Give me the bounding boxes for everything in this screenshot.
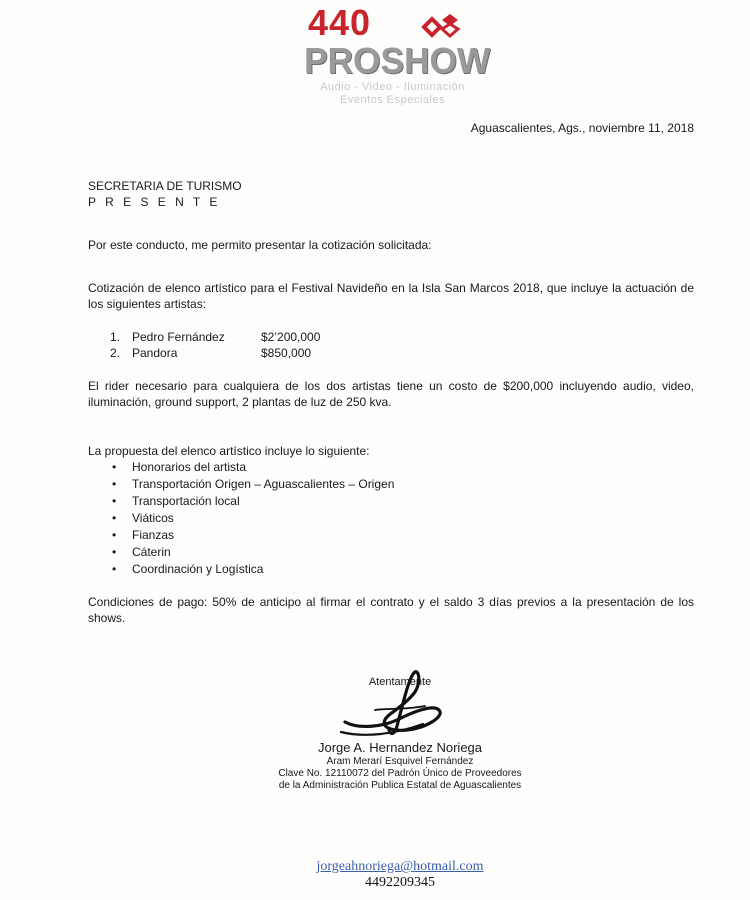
- letter-date: Aguascalientes, Ags., noviembre 11, 2018: [470, 121, 694, 135]
- list-item: • Transportación Origen – Aguascalientes – Origen: [112, 476, 394, 493]
- artist-name: Pandora: [132, 346, 178, 360]
- signer-line: de la Administración Publica Estatal de Aguascalientes: [278, 780, 522, 791]
- logo-wordmark: PROSHOW: [304, 40, 491, 81]
- list-item: • Viáticos: [112, 510, 394, 527]
- email-link[interactable]: jorgeahnoriega@hotmail.com: [316, 859, 484, 874]
- rider-paragraph: El rider necesario para cualquiera de los dos artistas tiene un costo de $200,000 incluyendo audio, video, iluminación, ground support, 2 plantas de luz de 250 kva.: [88, 379, 694, 409]
- list-item: • Honorarios del artista: [112, 459, 394, 476]
- artist-name: Pedro Fernández: [132, 330, 225, 344]
- quote-paragraph: Cotización de elenco artístico para el Festival Navideño en la Isla San Marcos 2018, que incluye la actuación de los siguientes artistas:: [88, 281, 694, 311]
- handwritten-signature: [335, 664, 455, 744]
- proposal-intro: La propuesta del elenco artístico incluye lo siguiente:: [88, 444, 370, 458]
- signer-name: Jorge A. Hernandez Noriega: [317, 740, 483, 755]
- diamond-crown-icon: [420, 14, 464, 40]
- proshow-logo: [300, 2, 491, 132]
- logo-tagline: Audio - Video - Iluminación: [320, 81, 465, 93]
- list-item: • Fianzas: [112, 527, 394, 544]
- list-item: • Cáterin: [112, 544, 394, 561]
- list-item: • Coordinación y Logística: [112, 561, 394, 578]
- artist-item: [110, 329, 410, 345]
- artist-price: $2’200,000: [261, 330, 321, 344]
- closing-atentamente: Atentamente: [368, 676, 432, 688]
- artist-number: 1.: [110, 330, 121, 344]
- recipient-presente: P R E S E N T E: [88, 195, 221, 209]
- logo-tagline-2: Eventos Especiales: [340, 94, 445, 106]
- signer-line: Aram Merarí Esquivel Fernández: [326, 756, 474, 767]
- artist-item: [110, 345, 410, 361]
- recipient-name: SECRETARIA DE TURISMO: [88, 179, 242, 193]
- artist-number: 2.: [110, 346, 121, 360]
- logo-number: 440: [308, 2, 372, 43]
- recipient-block: [88, 178, 694, 210]
- payment-conditions: Condiciones de pago: 50% de anticipo al firmar el contrato y el saldo 3 días previos a la presentación de los shows.: [88, 595, 694, 625]
- phone-number: 4492209345: [365, 875, 435, 890]
- artist-list: [110, 329, 410, 361]
- list-item: • Transportación local: [112, 493, 394, 510]
- artist-price: $850,000: [261, 346, 312, 360]
- signer-line: Clave No. 12110072 del Padrón Único de Proveedores: [278, 768, 522, 779]
- intro-paragraph: Por este conducto, me permito presentar la cotización solicitada:: [88, 238, 432, 252]
- includes-list: [112, 459, 394, 578]
